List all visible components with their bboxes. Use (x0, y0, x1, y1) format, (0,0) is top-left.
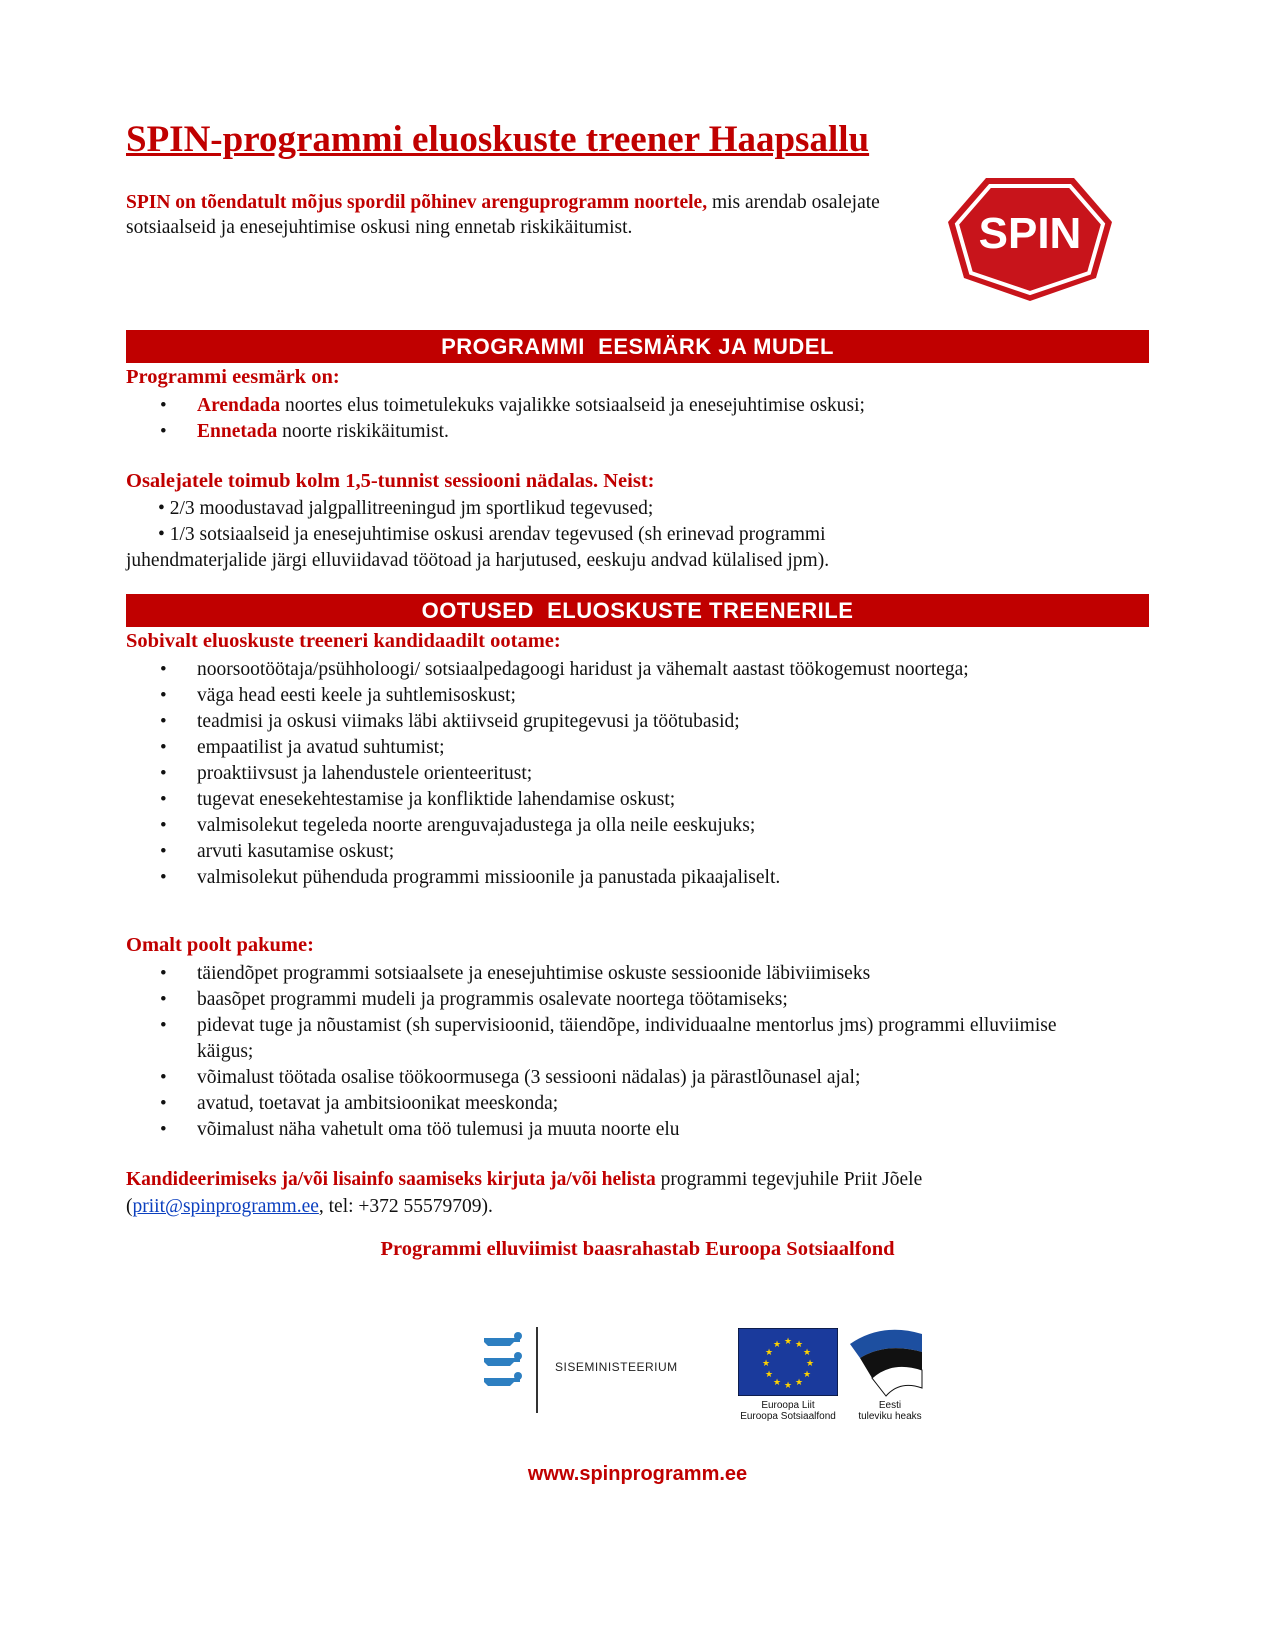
list-item: • empaatilist ja avatud suhtumist; (160, 735, 1060, 761)
website-link[interactable]: www.spinprogramm.ee (527, 1463, 748, 1485)
list-item: • noorsootöötaja/psühholoogi/ sotsiaalpedagoogi haridust ja vähemalt aastast töökogemust noortega; (160, 657, 1060, 683)
svg-text:★: ★ (783, 1337, 793, 1347)
intro-paragraph (126, 190, 946, 240)
list-item: • väga head eesti keele ja suhtlemisoskust; (160, 683, 1060, 709)
svg-text:★: ★ (764, 1370, 774, 1380)
section-band-goal: PROGRAMMI EESMÄRK JA MUDEL (126, 330, 1149, 363)
list-item: • arvuti kasutamise oskust; (160, 839, 1060, 865)
section-band-expectations: OOTUSED ELUOSKUSTE TREENERILE (126, 594, 1149, 627)
list-item: • täiendõpet programmi sotsiaalsete ja enesejuhtimise oskuste sessioonide läbiviimiseks (160, 961, 1060, 987)
list-item: • Ennetada noorte riskikäitumist. (160, 419, 1060, 445)
page-title: SPIN-programmi eluoskuste treener Haapsallu (126, 119, 870, 160)
intro-bold: SPIN on tõendatult mõjus spordil põhinev arenguprogramm noortele, (126, 192, 708, 213)
svg-text:★: ★ (805, 1359, 815, 1369)
list-item: • baasõpet programmi mudeli ja programmis osalevate noortega töötamiseks; (160, 987, 1060, 1013)
list-item: • Arendada noortes elus toimetulekuks vajalikke sotsiaalseid ja enesejuhtimise oskusi; (160, 393, 1060, 419)
list-item: • pidevat tuge ja nõustamist (sh supervisioonid, täiendõpe, individuaalne mentorlus jms) programmi elluviimise käigus; (160, 1013, 1060, 1065)
svg-text:★: ★ (794, 1378, 804, 1388)
spin-logo-text: SPIN (978, 209, 1082, 258)
estonian-coat-of-arms-icon (478, 1330, 528, 1400)
list-item: • proaktiivsust ja lahendustele orienteeritust; (160, 761, 1060, 787)
expectations-heading: Sobivalt eluoskuste treeneri kandidaadilt ootame: (126, 630, 561, 652)
estonian-flag-icon (846, 1324, 926, 1400)
svg-text:★: ★ (802, 1348, 812, 1358)
svg-text:★: ★ (764, 1348, 774, 1358)
logo-divider (536, 1327, 538, 1413)
list-item: • tugevat enesekehtestamise ja konfliktide lahendamise oskust; (160, 787, 1060, 813)
ministry-name: SISEMINISTEERIUM (555, 1360, 678, 1374)
offer-heading: Omalt poolt pakume: (126, 934, 314, 956)
sessions-text: • 2/3 moodustavad jalgpallitreeningud jm sportlikud tegevused; • 1/3 sotsiaalseid ja enesejuhtimise oskusi arendav tegevused (sh erinevad programmi juhendmaterjalide järgi elluviidavad töötoad ja harjutused, eeskuju andvad külalised jpm). (126, 498, 830, 571)
spin-logo (946, 174, 1114, 304)
svg-text:★: ★ (761, 1359, 771, 1369)
list-item: • avatud, toetavat ja ambitsioonikat meeskonda; (160, 1091, 1060, 1117)
sessions-heading: Osalejatele toimub kolm 1,5-tunnist sessiooni nädalas. Neist: (126, 470, 655, 492)
funding-note: Programmi elluviimist baasrahastab Euroopa Sotsiaalfond (380, 1238, 895, 1260)
expectations-list (160, 657, 1060, 891)
list-item: • võimalust töötada osalise töökoormusega (3 sessiooni nädalas) ja pärastlõunasel ajal; (160, 1065, 1060, 1091)
svg-text:★: ★ (772, 1378, 782, 1388)
list-item: • teadmisi ja oskusi viimaks läbi aktiivseid grupitegevusi ja töötubasid; (160, 709, 1060, 735)
svg-text:★: ★ (783, 1381, 793, 1391)
goal-heading: Programmi eesmärk on: (126, 366, 340, 388)
intro-rest: mis arendab osalejate sotsiaalseid ja enesejuhtimise oskusi ning ennetab riskikäitumist. (126, 192, 880, 238)
svg-text:★: ★ (802, 1370, 812, 1380)
list-item: • võimalust näha vahetult oma töö tulemusi ja muuta noorte elu (160, 1117, 1060, 1143)
svg-text:★: ★ (772, 1340, 782, 1350)
eu-flag-icon (738, 1328, 838, 1396)
email-link[interactable]: priit@spinprogramm.ee (132, 1196, 319, 1217)
contact-paragraph: Kandideerimiseks ja/või lisainfo saamiseks kirjuta ja/või helista programmi tegevjuhile Priit Jõele (priit@spinprogramm.ee, tel: +372 55579709). (126, 1169, 923, 1217)
goal-list (160, 393, 1060, 445)
offer-list (160, 961, 1060, 1143)
eu-caption: Euroopa Liit Euroopa Sotsiaalfond (740, 1400, 836, 1422)
estonia-caption: Eesti tuleviku heaks (858, 1400, 922, 1422)
list-item: • valmisolekut tegeleda noorte arenguvajadustega ja olla neile eeskujuks; (160, 813, 1060, 839)
svg-text:★: ★ (794, 1340, 804, 1350)
list-item: • valmisolekut pühenduda programmi missioonile ja panustada pikaajaliselt. (160, 865, 1060, 891)
